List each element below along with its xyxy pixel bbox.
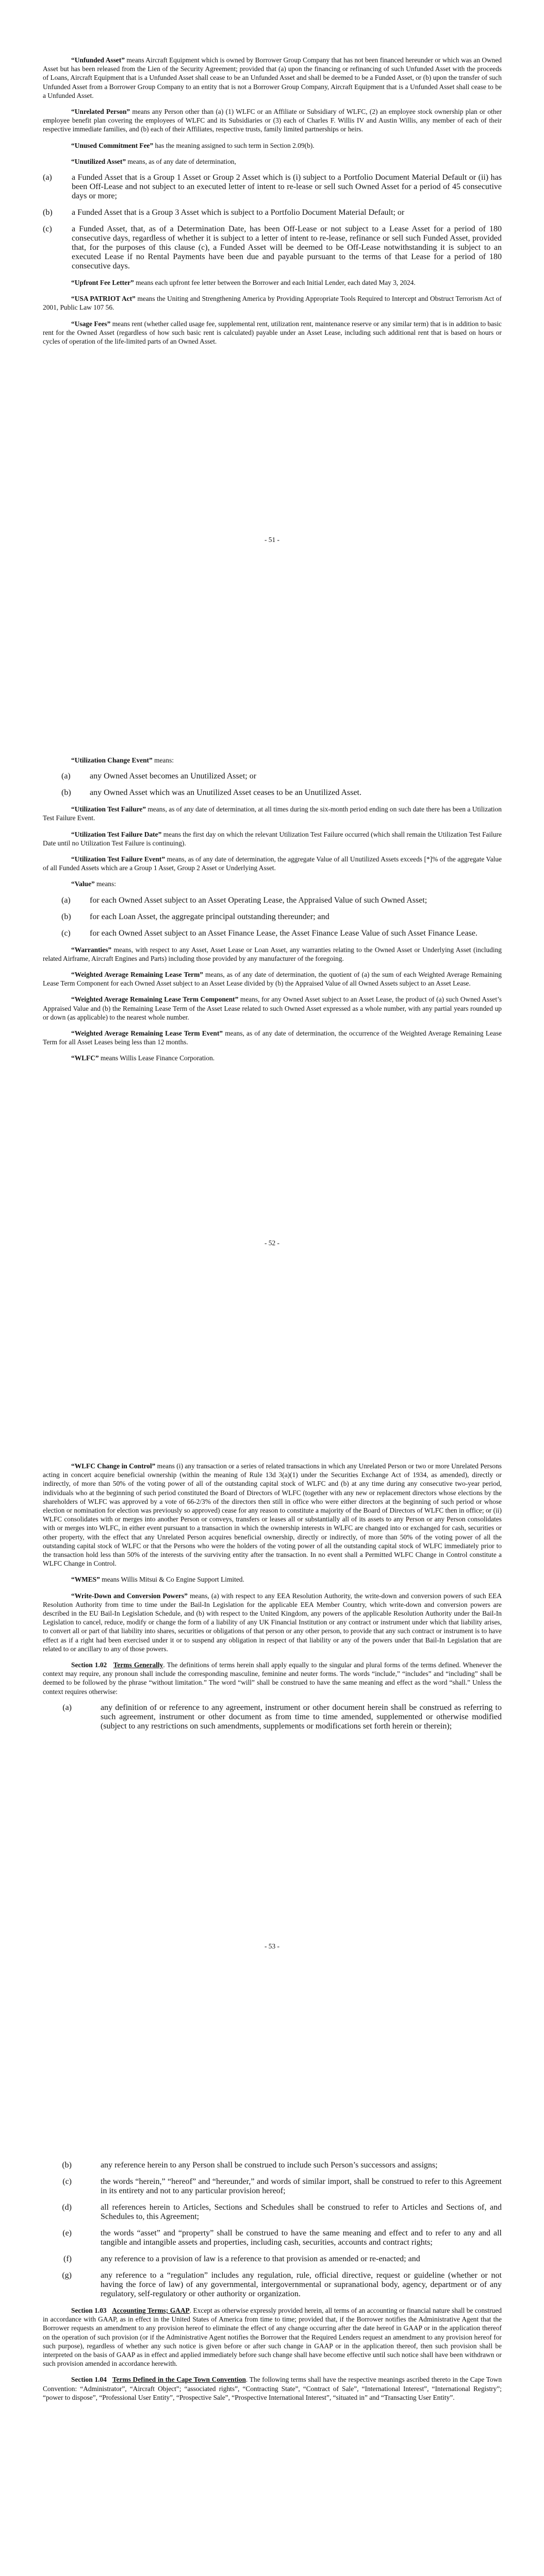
section-number: Section 1.02 (71, 1661, 107, 1669)
def-warranties: “Warranties” means, with respect to any Asset, Asset Lease or Loan Asset, any warranties relating to the Owned Asset or Underlying Asset (including related Airframe, Aircraft Engines and Parts) including those provided by any manufacturer of the foregoing. (43, 945, 502, 962)
def-utilization-change-event: “Utilization Change Event” means: (71, 756, 174, 764)
def-warlt: “Weighted Average Remaining Lease Term” means, as of any date of determination, the quotient of (a) the sum of each Weighted Average Remaining Lease Term Component for each Owned Asset subject to an Asset Lease divided by (b) the Appraised Value of all Owned Assets subject to an Asset Lease. (43, 971, 502, 988)
def-value: “Value” means: (71, 880, 116, 888)
list-item: (d) all references herein to Articles, Sections and Schedules shall be construed to refer to Articles and Sections of, and Schedules to, this Agreement; (62, 2203, 502, 2221)
term: “Upfront Fee Letter” (71, 279, 134, 287)
def-utilization-test-failure: “Utilization Test Failure” means, as of any date of determination, at all times during the six-month period ending on such date there has been a Utilization Test Failure Event. (43, 805, 502, 822)
term: “Weighted Average Remaining Lease Term” (71, 971, 203, 979)
def-unrelated-person: “Unrelated Person” means any Person other than (a) (1) WLFC or an Affiliate or Subsidiary of WLFC, (2) an employee stock ownership plan or other employee benefit plan covering the employees of WLFC and its Subsidiaries or (3) each of Charles F. Willis IV and Austin Willis, any member of each of their respective immediate families, and (b) each of their Affiliates, respective trusts, family limited partnerships or heirs. (43, 108, 502, 133)
page-number: - 51 - (264, 536, 279, 544)
section-1-04: Section 1.04 Terms Defined in the Cape Town Convention. The following terms shall have the respective meanings ascribed thereto in the Cape Town Convention: “Administrator”, “Aircraft Object”; “associated rights”, “Contracting State”, “Contract of Sale”, “International Interest”, “International Registry”; “power to dispose”, “Professional User Entity”, “Prospective Sale”, “Prospective International Interest”, “situated in” and “Transacting User Entity”. (43, 2376, 502, 2401)
page-53-content (43, 1462, 502, 1731)
term: “USA PATRIOT Act” (71, 295, 136, 303)
def-wmes: “WMES” means Willis Mitsui & Co Engine Support Limited. (71, 1575, 244, 1584)
term: “Utilization Change Event” (71, 756, 153, 764)
def-warlt-event: “Weighted Average Remaining Lease Term Event” means, as of any date of determination, the occurrence of the Weighted Average Remaining Lease Term for all Asset Leases being less than 12 months. (43, 1029, 502, 1046)
term: “Utilization Test Failure Date” (71, 830, 162, 838)
def-usa-patriot-act: “USA PATRIOT Act” means the Uniting and Strengthening America by Providing Appropriate Tools Required to Intercept and Obstruct Terrorism Act of 2001, Public Law 107 56. (43, 295, 502, 312)
section-1-02: Section 1.02 Terms Generally. The definitions of terms herein shall apply equally to the singular and plural forms of the terms defined. Whenever the context may require, any pronoun shall include the corresponding masculine, feminine and neuter forms. The words “include,” “includes” and “including” shall be deemed to be followed by the phrase “without limitation.” The word “will” shall be construed to have the same meaning and effect as the word “shall.” Unless the context requires otherwise: (43, 1661, 502, 1696)
page-52 (0, 703, 544, 1406)
list-item: (b) any reference herein to any Person shall be construed to include such Person’s successors and assigns; (62, 2161, 438, 2170)
list-item: (f) any reference to a provision of law is a reference to that provision as amended or re-enacted; and (63, 2255, 420, 2263)
def-write-down-conversion-powers: “Write-Down and Conversion Powers” means, (a) with respect to any EEA Resolution Authority, the write-down and conversion powers of such EEA Resolution Authority from time to time under the Bail-In Legislation for the applicable EEA Member Country, which write-down and conversion powers are described in the EU Bail-In Legislation Schedule, and (b) with respect to the United Kingdom, any powers of the applicable Resolution Authority under the Bail-In Legislation to cancel, reduce, modify or change the form of a liability of any UK Financial Institution or any contract or instrument under which that liability arises, to convert all or part of that liability into shares, securities or obligations of that person or any other person, to provide that any such contract or instrument is to have effect as if a right had been exercised under it or to suspend any obligation in respect of that liability or any of the powers under that Bail-In Legislation that are related to or ancillary to any of those powers. (43, 1591, 502, 1653)
term: “Utilization Test Failure Event” (71, 855, 166, 863)
term: “Warranties” (71, 945, 112, 954)
term: “Unused Commitment Fee” (71, 141, 154, 149)
term: “Value” (71, 880, 95, 888)
def-wlfc: “WLFC” means Willis Lease Finance Corporation. (71, 1054, 215, 1062)
term: “Unrelated Person” (71, 108, 130, 116)
page-54-content (43, 2161, 502, 2402)
list-item: (c) a Funded Asset, that, as of a Determination Date, has been Off-Lease or not subject to a Lease Asset for a period of 180 consecutive days, regardless of whether it is subject to a letter of intent to re-lease, refinance or sell such Funded Asset, provided that, for the purposes of this clause (c), a Funded Asset will be deemed to be Off-Lease notwithstanding it is subject to an executed Lease if no Rental Payments have been due and payable pursuant to the terms of that Lease for a period of 180 consecutive days. (43, 225, 502, 271)
def-warlt-component: “Weighted Average Remaining Lease Term Component” means, for any Owned Asset subject to an Asset Lease, the product of (a) such Owned Asset’s Appraised Value and (b) the Remaining Lease Term of the Asset Lease related to such Owned Asset expressed as a whole number, with any partial years rounded up or down (as applicable) to the nearest whole number. (43, 995, 502, 1021)
page-number: - 53 - (264, 1942, 279, 1950)
def-unused-commitment-fee: “Unused Commitment Fee” has the meaning assigned to such term in Section 2.09(b). (71, 141, 315, 149)
list-item: (a) any Owned Asset becomes an Unutilized Asset; or (61, 772, 257, 781)
list-item: (e) the words “asset” and “property” shall be construed to have the same meaning and effect and to refer to any and all tangible and intangible assets and properties, including cash, securities, accounts and contract rights; (62, 2229, 502, 2247)
section-title: Accounting Terms; GAAP (112, 2307, 190, 2314)
list-item: (b) any Owned Asset which was an Unutilized Asset ceases to be an Unutilized Asset. (61, 788, 361, 798)
term: “WLFC Change in Control” (71, 1462, 156, 1470)
page-53 (0, 1406, 544, 2110)
def-wlfc-change-in-control: “WLFC Change in Control” means (i) any transaction or a series of related transactions in which any Unrelated Person or two or more Unrelated Persons acting in concert acquire beneficial ownership (within the meaning of Rule 13d 3(a)(1) under the Securities Exchange Act of 1934, as amended), directly or indirectly, of more than 50% of the voting power of all of the outstanding capital stock of WLFC and (b) at any time during any consecutive two-year period, individuals who at the beginning of such period constituted the Board of Directors of WLFC (together with any new or replacement directors whose elections by the shareholders of WLFC was approved by a vote of 66-2/3% of the directors then still in office who were either directors at the beginning of such period or whose election or nomination for election was previously so approved) cease for any reason to constitute a majority of the Board of Directors of WLFC then in office; or (ii) WLFC consolidates with or merges into another Person or conveys, transfers or leases all or substantially all of its assets to any Person or any Person consolidates with or merges into WLFC, in either event pursuant to a transaction in which the ownership interests in WLFC are changed into or exchanged for cash, securities or other property, with the effect that any Unrelated Person acquires beneficial ownership, directly or indirectly, of more than 50% of the voting power of all the outstanding capital stock of WLFC or that the Persons who were the holders of the voting power of all the outstanding capital stock of WLFC immediately prior to the transaction hold less than 50% of the interests of the surviving entity after the transaction. In no event shall a Permitted WLFC Change in Control constitute a WLFC Change in Control. (43, 1462, 502, 1568)
section-number: Section 1.03 (71, 2307, 107, 2314)
def-utilization-test-failure-event: “Utilization Test Failure Event” means, as of any date of determination, the aggregate Value of all Unutilized Assets exceeds [*]% of the aggregate Value of all Funded Assets which are a Group 1 Asset, Group 2 Asset or Underlying Asset. (43, 855, 502, 872)
def-upfront-fee-letter: “Upfront Fee Letter” means each upfront fee letter between the Borrower and each Initial Lender, each dated May 3, 2024. (71, 279, 416, 287)
list-item: (a) any definition of or reference to any agreement, instrument or other document herein shall be construed as referring to such agreement, instrument or other document as from time to time amended, supplemented or otherwise modified (subject to any restrictions on such amendments, supplements or modifications set forth herein or therein); (62, 1703, 502, 1731)
term: “Unfunded Asset” (71, 56, 125, 64)
term: “Utilization Test Failure” (71, 805, 146, 814)
page-52-content (43, 756, 502, 1063)
section-number: Section 1.04 (71, 2376, 107, 2384)
list-item: (a) a Funded Asset that is a Group 1 Asset or Group 2 Asset which is (i) subject to a Portfolio Document Material Default or (ii) has been Off-Lease and not subject to an executed letter of intent to re-lease or sell such Owned Asset for a period of 45 consecutive days or more; (43, 173, 502, 201)
page-51 (0, 0, 544, 703)
page-51-content (43, 56, 502, 346)
def-usage-fees: “Usage Fees” means rent (whether called usage fee, supplemental rent, utilization rent, maintenance reserve or any similar term) that is in addition to basic rent for the Owned Asset (regardless of how such basic rent is calculated) payable under an Asset Lease, including such additional rent that is based on hours or cycles of operation of the life-limited parts of an Owned Asset. (43, 319, 502, 346)
section-1-03: Section 1.03 Accounting Terms; GAAP. Except as otherwise expressly provided herein, all terms of an accounting or financial nature shall be construed in accordance with GAAP, as in effect in the United States of America from time to time; provided that, if the Borrower notifies the Administrative Agent that the Borrower requests an amendment to any provision hereof to eliminate the effect of any change occurring after the date hereof in GAAP or in the application thereof on the operation of such provision (or if the Administrative Agent notifies the Borrower that the Required Lenders request an amendment to any provision hereof for such purpose), regardless of whether any such notice is given before or after such change in GAAP or in the application thereof, then such provision shall be interpreted on the basis of GAAP as in effect and applied immediately before such change shall have become effective until such notice shall have been withdrawn or such provision amended in accordance herewith. (43, 2307, 502, 2368)
term: “Unutilized Asset” (71, 157, 126, 165)
list-item: (b) a Funded Asset that is a Group 3 Asset which is subject to a Portfolio Document Material Default; or (43, 208, 405, 217)
section-title: Terms Generally (113, 1661, 163, 1669)
def-unutilized-asset: “Unutilized Asset” means, as of any date of determination, (71, 157, 236, 165)
term: “Usage Fees” (71, 319, 111, 328)
term: “Write-Down and Conversion Powers” (71, 1591, 188, 1600)
list-item: (g) any reference to a “regulation” includes any regulation, rule, official directive, request or guideline (whether or not having the force of law) of any governmental, intergovernmental or supranational body, agency, department or of any regulatory, self-regulatory or other authority or organization. (62, 2271, 502, 2298)
section-title: Terms Defined in the Cape Town Convention (112, 2376, 246, 2384)
list-item: (c) for each Owned Asset subject to an Asset Finance Lease, the Asset Finance Lease Value of such Asset Finance Lease. (61, 928, 477, 938)
page-number: - 52 - (264, 1239, 279, 1247)
list-item: (c) the words “herein,” “hereof” and “hereunder,” and words of similar import, shall be construed to refer to this Agreement in its entirety and not to any particular provision hereof; (62, 2177, 502, 2195)
term: “Weighted Average Remaining Lease Term Event” (71, 1029, 223, 1038)
def-utilization-test-failure-date: “Utilization Test Failure Date” means the first day on which the relevant Utilization Test Failure occurred (which shall remain the Utilization Test Failure Date until no Utilization Test Failure is continuing). (43, 830, 502, 847)
list-item: (b) for each Loan Asset, the aggregate principal outstanding thereunder; and (61, 912, 329, 921)
term: “WMES” (71, 1575, 100, 1584)
list-item: (a) for each Owned Asset subject to an Asset Operating Lease, the Appraised Value of such Owned Asset; (61, 895, 427, 905)
term: “WLFC” (71, 1054, 99, 1062)
term: “Weighted Average Remaining Lease Term Component” (71, 995, 239, 1004)
def-unfunded-asset: “Unfunded Asset” means Aircraft Equipment which is owned by Borrower Group Company that has not been financed hereunder or which was an Owned Asset but has been released from the Lien of the Security Agreement; provided that (a) upon the financing or refinancing of such Unfunded Asset with the proceeds of Loans, Aircraft Equipment that is a Unfunded Asset shall cease to be an Unfunded Asset and shall be deemed to be a Funded Asset, or (b) upon the transfer of such Unfunded Asset from a Borrower Group Company to an entity that is not a Borrower Group Company, Aircraft Equipment that is a Unfunded Asset shall cease to be a Unfunded Asset. (43, 56, 502, 99)
page-54 (0, 2110, 544, 2576)
